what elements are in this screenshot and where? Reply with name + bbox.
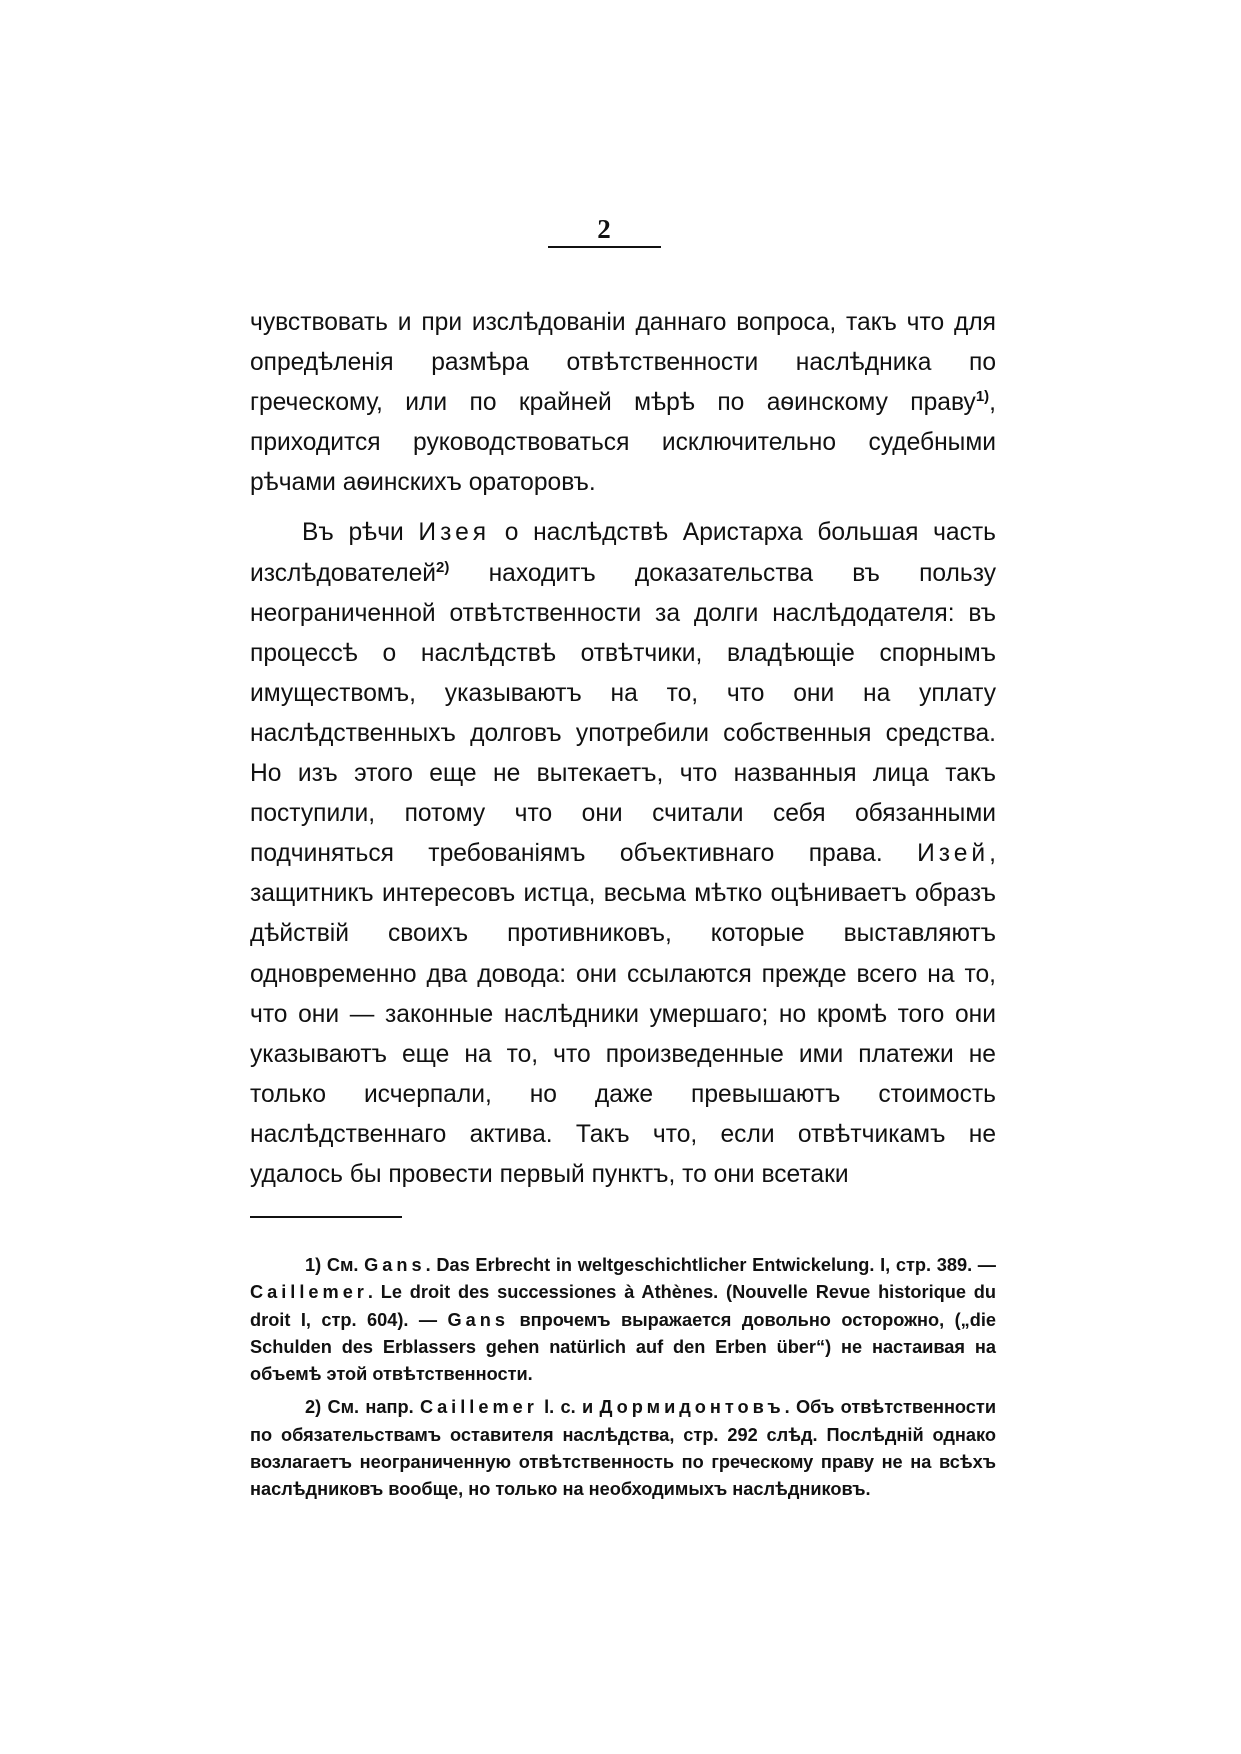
main-text — [250, 303, 996, 1195]
footnote-ref-2: 2) — [436, 558, 450, 576]
page-number-rule — [548, 246, 661, 248]
author-name-isaeus-2: Изей — [917, 840, 990, 868]
footnote-2-text-a: 2) См. напр. — [305, 1397, 420, 1418]
footnote-2 — [250, 1394, 996, 1503]
footnote-1-text-a: 1) См. — [305, 1255, 365, 1275]
author-name-isaeus: Изея — [418, 519, 491, 547]
footnote-1-text-d: впрочемъ выражается довольно осторожно, („die Schulden des Erblassers gehen natürlich auf den Erben über“) не настаивая на объемѣ этой отвѣтственности. — [250, 1309, 996, 1385]
footnote-1-name-caillemer: Caillemer — [250, 1282, 368, 1303]
paragraph-1 — [250, 303, 996, 503]
footnotes — [250, 1252, 996, 1504]
footnote-1-text-c: . Le droit des successiones à Athènes. (Nouvelle Revue historique du droit I, стр. 604). — — [250, 1282, 996, 1330]
paragraph-2-text-a: Въ рѣчи — [302, 519, 419, 547]
footnote-1-name-gans-2: Gans — [447, 1309, 510, 1330]
footnote-2-name-caillemer: Caillemer — [419, 1397, 538, 1418]
paragraph-2-text-c: находитъ доказательства въ пользу неограниченной отвѣтственности за долги наслѣдодателя: въ процессѣ о наслѣдствѣ отвѣтчики, владѣющіе спорнымъ имуществомъ, указываютъ на то, что они на уплату наслѣдственныхъ долговъ употребили собственныя средства. Но изъ этого еще не вытекаетъ, что названныя лица такъ поступили, потому что они считали себя обязанными подчиняться требованіямъ объективнаго права. — [250, 559, 996, 868]
paragraph-2-text-d: , защитникъ интересовъ истца, весьма мѣтко оцѣниваетъ образъ дѣйствій своихъ противниковъ, которые выставляютъ одновременно два довода: они ссылаются прежде всего на то, что они — законные наслѣдники умершаго; но кромѣ того они указываютъ еще на то, что произведенные ими платежи не только исчерпали, но даже превышаютъ стоимость наслѣдственнаго актива. Такъ что, если отвѣтчикамъ не удалось бы провести первый пунктъ, то они всетаки — [250, 840, 996, 1188]
footnote-2-text-b: l. c. и — [537, 1397, 600, 1418]
paragraph-1-text-a: чувствовать и при изслѣдованіи даннаго вопроса, такъ что для опредѣленія размѣра отвѣтственности наслѣдника по греческому, или по крайней мѣрѣ по аѳинскому праву — [250, 309, 996, 417]
footnote-1-text-b: . Das Erbrecht in weltgeschichtlicher Entwickelung. I, стр. 389. — — [425, 1255, 996, 1275]
footnote-1 — [250, 1252, 996, 1388]
footnote-separator — [250, 1216, 402, 1218]
paragraph-1-text-b: , приходится руководствоваться исключительно судебными рѣчами аѳинскихъ ораторовъ. — [250, 389, 996, 497]
footnote-2-name-dormidontov: Дормидонтовъ — [599, 1397, 785, 1418]
footnote-1-name-gans: Gans — [364, 1255, 426, 1275]
paragraph-2-text-b: о наслѣдствѣ Аристарха большая часть изслѣдователей — [250, 519, 996, 587]
paragraph-2 — [250, 513, 996, 1195]
footnote-ref-1: 1) — [975, 388, 990, 406]
page-number: 2 — [597, 214, 611, 244]
footnote-2-text-c: . Объ отвѣтственности по обязательствамъ оставителя наслѣдства, стр. 292 слѣд. Послѣдній однако возлагаетъ неограниченную отвѣтственность по греческому праву не на всѣхъ наслѣдниковъ вообще, но только на необходимыхъ наслѣдниковъ. — [250, 1397, 996, 1500]
